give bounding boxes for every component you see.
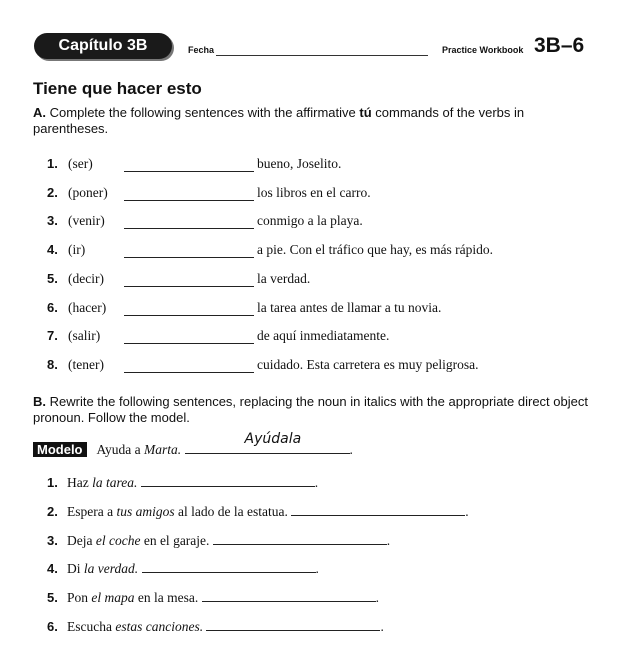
chapter-badge: Capítulo 3B <box>34 33 172 59</box>
workbook-label: Practice Workbook <box>442 45 524 55</box>
model-answer-blank <box>185 431 350 454</box>
fecha-line <box>216 55 428 56</box>
exercise-b-item <box>47 558 319 578</box>
verb-hint: (poner) <box>68 184 108 200</box>
verb-hint: (hacer) <box>68 299 107 315</box>
item-number: 3. <box>47 213 58 229</box>
exercise-a-item <box>47 269 311 289</box>
answer-blank[interactable] <box>142 558 316 573</box>
answer-blank[interactable] <box>124 157 254 172</box>
exercise-b-item <box>47 616 384 636</box>
period: . <box>375 590 379 606</box>
instr-bold: tú <box>359 105 372 120</box>
exercise-a-item <box>47 211 363 231</box>
period: . <box>315 561 319 577</box>
exercise-b-item <box>47 587 379 607</box>
answer-blank[interactable] <box>291 501 465 516</box>
italic-noun: el coche <box>95 532 141 548</box>
verb-hint: (ser) <box>68 156 93 171</box>
exercise-a-item <box>47 298 442 318</box>
answer-blank[interactable] <box>124 301 254 316</box>
page-title: Tiene que hacer esto <box>33 79 202 98</box>
page-id: 3B–6 <box>534 34 585 57</box>
sentence-text: Pon <box>67 590 92 606</box>
sentence-text: al lado de la estatua. <box>174 503 288 519</box>
model-answer: Ayúdala <box>244 431 302 447</box>
section-a-instructions <box>33 105 593 137</box>
verb-hint: (tener) <box>68 356 104 372</box>
italic-noun: la verdad. <box>83 561 139 577</box>
exercise-a-item <box>47 183 371 203</box>
answer-blank[interactable] <box>206 616 380 631</box>
italic-noun: el mapa <box>91 590 135 606</box>
sentence-rest: la verdad. <box>257 270 311 286</box>
answer-blank[interactable] <box>124 214 254 229</box>
item-number: 7. <box>47 328 58 344</box>
section-b-instructions <box>33 394 593 426</box>
period: . <box>349 442 353 457</box>
item-number: 2. <box>47 184 58 200</box>
sentence-text: Deja <box>67 532 96 548</box>
item-number: 3. <box>47 532 58 548</box>
model-tag: Modelo <box>33 442 87 457</box>
sentence-text: Espera a <box>67 503 117 519</box>
answer-blank[interactable] <box>124 358 254 373</box>
italic-noun: estas canciones. <box>115 619 204 634</box>
sentence-text: Escucha <box>67 619 116 634</box>
answer-blank[interactable] <box>124 272 254 287</box>
period: . <box>314 475 319 490</box>
period: . <box>386 532 391 548</box>
item-number: 6. <box>47 619 58 634</box>
answer-blank[interactable] <box>124 186 254 201</box>
answer-blank[interactable] <box>213 530 387 545</box>
section-letter: A. <box>33 105 46 120</box>
verb-hint: (decir) <box>68 270 104 286</box>
sentence-text: Haz <box>67 475 93 490</box>
exercise-a-item <box>47 240 494 260</box>
exercise-a-item <box>47 355 479 375</box>
item-number: 5. <box>47 590 58 606</box>
instr-text: Complete the following sentences with the affirmative <box>49 105 360 120</box>
item-number: 4. <box>47 242 58 258</box>
fecha-label: Fecha <box>188 45 215 55</box>
item-number: 6. <box>47 299 58 315</box>
item-number: 1. <box>47 156 58 171</box>
italic-noun: tus amigos <box>116 503 175 519</box>
sentence-rest: los libros en el carro. <box>257 184 371 200</box>
exercise-a-item <box>47 326 390 346</box>
exercise-a-item <box>47 154 342 174</box>
sentence-text: en la mesa. <box>134 590 199 606</box>
sentence-rest: cuidado. Esta carretera es muy peligrosa. <box>257 356 479 372</box>
model-text: Ayuda a <box>96 442 144 457</box>
italic-noun: la tarea. <box>92 475 138 490</box>
verb-hint: (venir) <box>68 213 105 229</box>
model-italic: Marta. <box>144 442 182 457</box>
exercise-b-item <box>47 501 469 521</box>
verb-hint: (ir) <box>68 242 86 258</box>
model-example <box>33 431 353 458</box>
sentence-text: en el garaje. <box>140 532 210 548</box>
sentence-rest: conmigo a la playa. <box>257 213 363 229</box>
instr-text: Rewrite the following sentences, replacing the noun in italics with the appropriate direct object pronoun. Follow the model. <box>33 394 588 425</box>
instr-text: commands of the verbs in parentheses. <box>33 105 525 136</box>
item-number: 4. <box>47 561 58 577</box>
sentence-rest: la tarea antes de llamar a tu novia. <box>257 299 442 315</box>
sentence-rest: bueno, Joselito. <box>257 156 342 171</box>
item-number: 5. <box>47 270 58 286</box>
sentence-rest: de aquí inmediatamente. <box>257 328 390 344</box>
answer-blank[interactable] <box>202 587 376 602</box>
exercise-b-item <box>47 472 318 492</box>
sentence-rest: a pie. Con el tráfico que hay, es más rápido. <box>257 242 494 258</box>
period: . <box>465 503 469 519</box>
section-letter: B. <box>33 394 46 409</box>
item-number: 1. <box>47 475 58 490</box>
answer-blank[interactable] <box>124 243 254 258</box>
item-number: 2. <box>47 503 58 519</box>
verb-hint: (salir) <box>68 328 101 344</box>
item-number: 8. <box>47 356 58 372</box>
sentence-text: Di <box>67 561 84 577</box>
period: . <box>380 619 384 634</box>
answer-blank[interactable] <box>141 472 315 487</box>
answer-blank[interactable] <box>124 329 254 344</box>
exercise-b-item <box>47 530 390 550</box>
